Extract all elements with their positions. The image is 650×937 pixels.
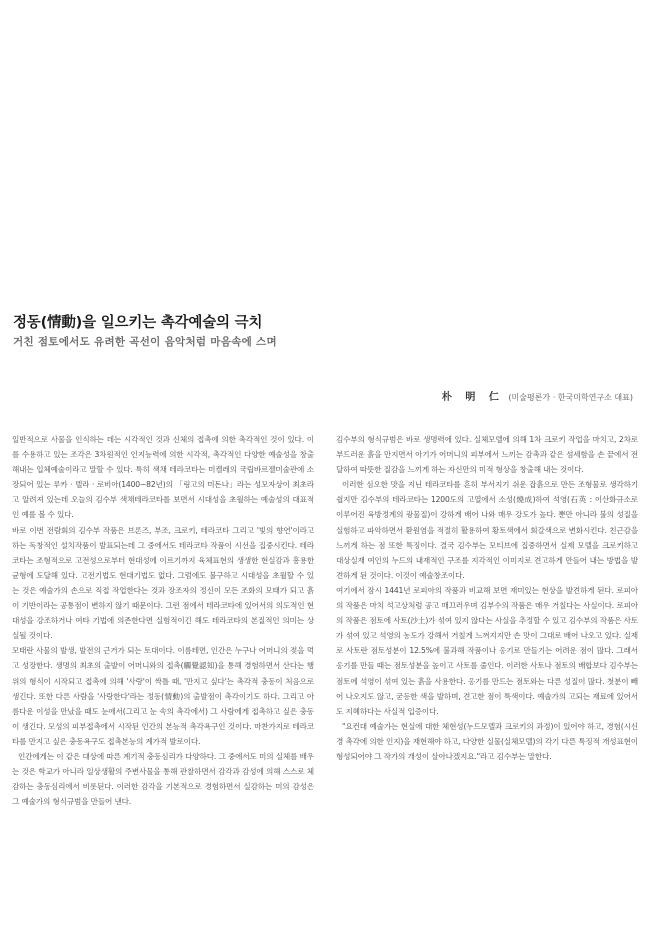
paragraph: 바로 이번 전람회의 김수부 작품은 브론즈, 부조, 크로키, 테라코타 그리고 '빛의 향연'이라고 하는 독창적인 설치작품이 발표되는데 그 중에서도 테라코타 작품이 시선을 집중시킨다. 테라코타는 조형적으로 고전성으로부터 현대성에 이르기까지 육체표현의 생생한 현실감과 흥용한 균형에 도달해 있다. 고전기법도 현대기법도 없다. 그럼에도 불구하고 시대성을 초월할 수 있는 것은 예술가의 손으로 직접 작업한다는 것과 장조자의 정신이 모든 조화의 모태가 되고 흙이 기반이라는 공통점이 변하지 않기 때문이다. 그런 점에서 테라코타에 있어서의 의도적인 현대성을 강조하거나 여타 기법에 의존한다면 실험적이긴 해도 테라코타의 본질적인 의미는 상실될 것이다. [12, 525, 314, 641]
article-subtitle: 거친 점토에서도 유려한 곡선이 음악처럼 마음속에 스며 [13, 336, 277, 348]
paragraph: 모태란 사물의 발생, 발전의 근거가 되는 토대이다. 이름테면, 인간은 누구나 어머니의 젖을 먹고 성장한다. 생명의 최초의 출발이 어머니와의 접촉(觸覺認知)을 통해 경험하면서 산다는 행위의 형식이 시작되고 접촉에 의해 '사랑'이 싹틀 때, '만지고 싶다'는 촉각적 충동이 처음으로 생긴다. 또한 다른 사람을 '사랑한다'라는 정동(情動)의 출발점이 촉각이기도 하다. 그리고 아름다운 이성을 만났을 때도 눈에서(그리고 눈 속의 촉각에서) 그 사람에게 접촉하고 싶은 충동이 생긴다. 모성의 피부접촉에서 시작된 인간의 본능적 촉각욕구인 것이다. 마찬가지로 테라코타를 만지고 싶은 충동욕구도 접촉본능의 계가적 발로이다. [12, 646, 314, 746]
paragraph: 인간에게는 이 같은 대상에 따른 계기적 충동심리가 다양하다. 그 중에서도 미의 실체를 배우는 것은 학교가 아니라 일상생활의 주변사물을 통해 관찰하면서 감각과 감성에 의해 스스로 체감하는 충동심리에서 비롯된다. 이러한 감각을 기본적으로 경험하면서 실감하는 미의 감성은 그 예술가의 형식규범을 만들어 낸다. [12, 751, 314, 807]
author-role: (미술평론가 · 한국미학연구소 대표) [508, 393, 633, 402]
text-column-right [336, 432, 638, 764]
text-column-left [12, 432, 314, 809]
paragraph: 여기에서 잠시 1441년 로피아의 작품과 비교해 보면 재미있는 현상을 발견하게 된다. 로피아의 작품은 마치 석고상처럼 공고 매끄러우며 김부수의 작품은 매우 거칠다는 사실이다. 로피아의 작품은 점토에 사토(沙土)가 섞여 있지 않다는 사실을 추정할 수 있고 김수부의 작품은 사토가 섞여 있고 석영의 농도가 강해서 거칠게 느껴지지만 손 맛이 그대로 배어 나오고 있다. 실제로 사토란 점토성분이 12.5%에 불과해 작품이나 옹기로 만들기는 어려운 점이 많다. 그래서 옹기를 만들 때는 점토성분을 높이고 사토를 줄인다. 이러한 사토나 점토의 배합보다 김수부는 점토에 석영이 섞여 있는 흙을 사용한다. 옹기를 만드는 점토와는 다른 성질이 많다. 첫분이 빼어 나오지도 않고, 굳등한 색을 발하며, 견고한 점이 특색이다. 예술가의 고되는 재료에 있어서도 지혜하다는 사실적 입증이다. [336, 585, 638, 716]
paragraph: 김수부의 형식규범은 바로 생명력에 있다. 실체모델에 의해 1차 크로키 작업을 마치고, 2차로 부드러운 흙을 만지면서 아기가 어머니의 피부에서 느끼는 감촉과 같은 섬세함을 손 끝에서 전달하여 따뜻한 질감을 느끼게 하는 자신만의 미적 형상을 창출해 내는 것이다. [336, 435, 638, 475]
paragraph: 일반적으로 사물을 인식하는 데는 시각적인 것과 신체의 접촉에 의한 촉각적인 것이 있다. 이를 수용하고 있는 조각은 3차원적인 인지능력에 의한 시각적, 촉각적인 다양한 예술성을 창출해내는 입체예술이라고 말할 수 있다. 특히 색채 테라코타는 미켈레의 국립바르젤미술관에 소장되어 있는 루카 · 델라 · 로비아(1400~82년)의 「링고의 미돈나」라는 성모자상이 최초라고 알려져 있는데 오늘의 김수부 색채테라코타를 보면서 시대성을 초월하는 예술성의 대표적인 예를 볼 수 있다. [12, 435, 314, 520]
author-byline [442, 388, 633, 403]
article-title: 정동(情動)을 일으키는 촉각예술의 극치 [13, 315, 263, 331]
paragraph: "요컨대 예술가는 현실에 대한 체현성(누드모델과 크로키의 과정)이 있어야 하고, 경험(시신경 촉각에 의한 인지)을 재현해야 하고, 다양한 실물(실체모델)의 각기 다른 특징적 개성표현이 형성되어야 그 작가의 개성이 살아나겠지요."라고 김수부는 말한다. [336, 721, 638, 761]
paragraph: 이러한 심오한 맛을 지닌 테라코타를 흔히 부서지기 쉬운 잡흙으로 만든 조형물로 생각하기 쉽지만 김수부의 테라코타는 1200도의 고열에서 소성(燒成)하여 석영(石英 : 이산화규소로 이루어진 육방정계의 광물질)이 강하게 배어 나와 매우 강도가 높다. 뿐만 아니라 불의 성질을 실험하고 파악하면서 환원염을 적절히 활용하여 황토색에서 회갈색으로 변화시킨다. 친근감을 느끼게 하는 점 또한 특징이다. 결국 김수부는 모티브에 집중하면서 실제 모델을 크로키하고 대상실재 여인의 누드의 내재적인 구조를 지각적인 이미지로 견고하게 만들어 내는 방법을 발견하게 된 것이다. 이것이 예술창조이다. [336, 480, 638, 580]
author-name: 朴 明 仁 [441, 392, 504, 403]
